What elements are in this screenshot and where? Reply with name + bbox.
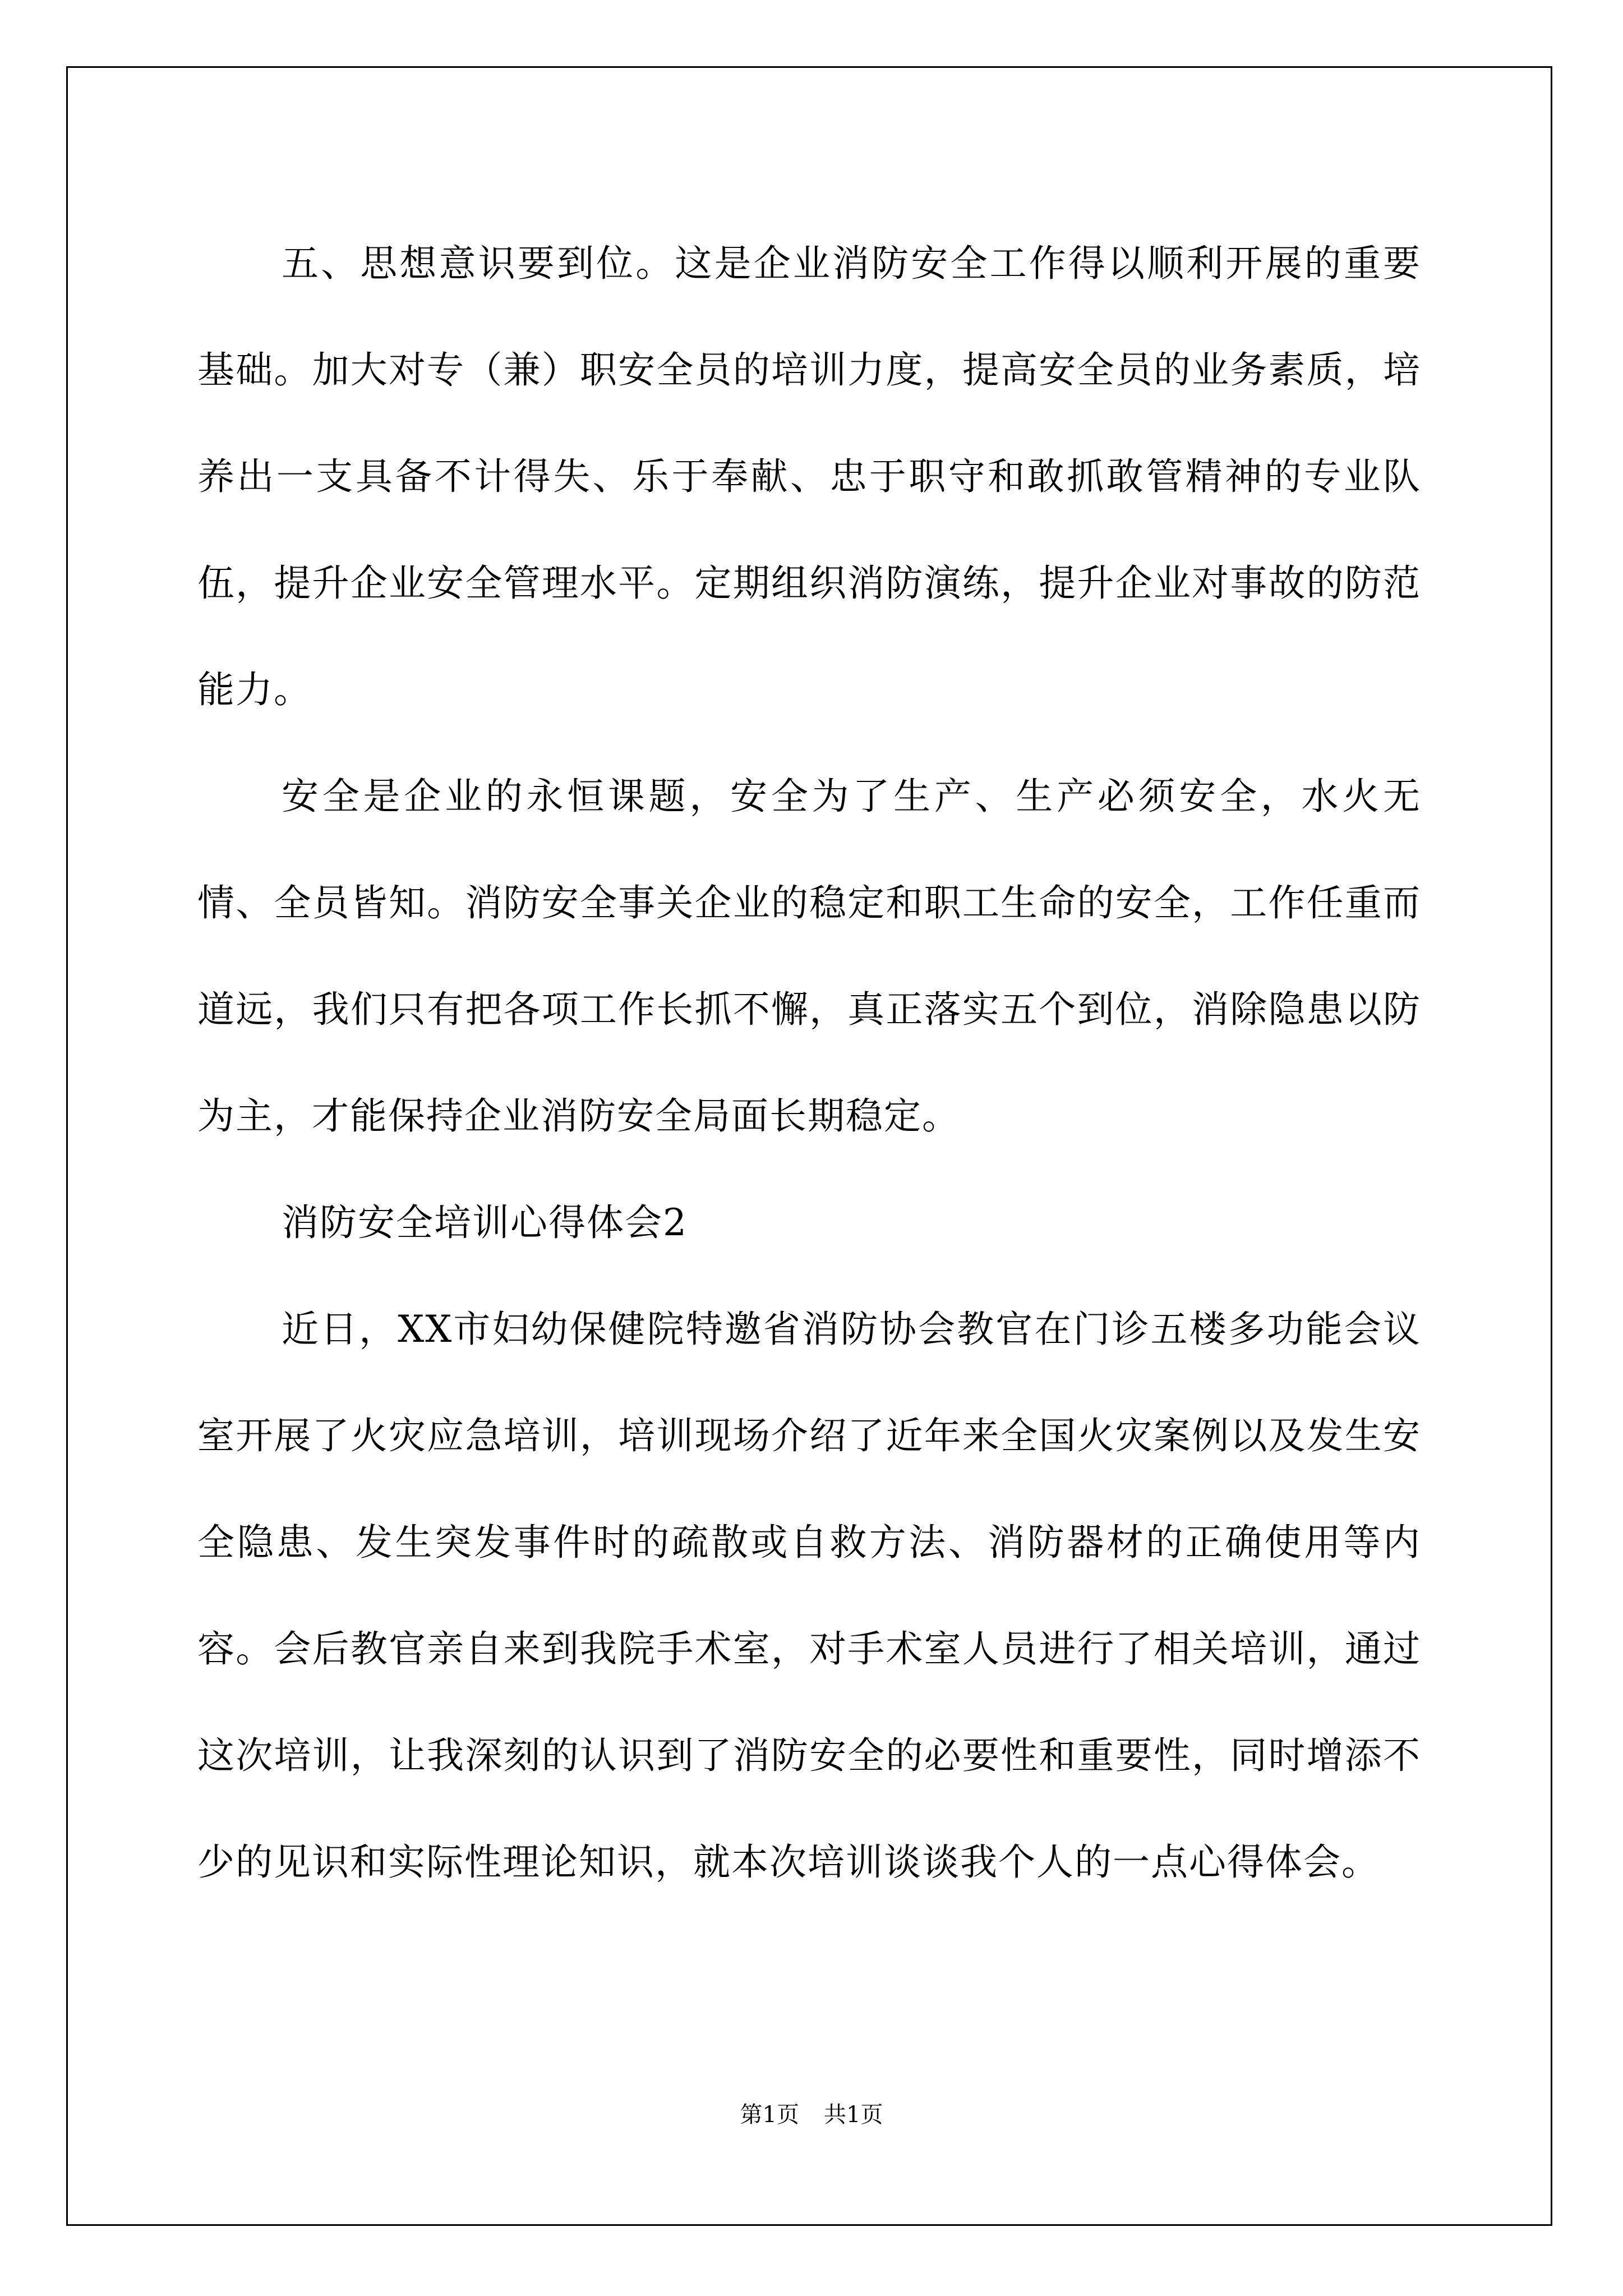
page-total: 共1页 <box>824 2102 883 2128</box>
paragraph-training-intro: 近日，XX市妇幼保健院特邀省消防协会教官在门诊五楼多功能会议室开展了火灾应急培训，培训现场介绍了近年来全国火灾案例以及发生安全隐患、发生突发事件时的疏散或自救方法、消防器材的正确使用等内容。会后教官亲自来到我院手术室，对手术室人员进行了相关培训，通过这次培训，让我深刻的认识到了消防安全的必要性和重要性，同时增添不少的见识和实际性理论知识，就本次培训谈谈我个人的一点心得体会。 <box>197 1308 1421 1884</box>
page-footer <box>0 2099 1623 2131</box>
page-number: 第1页 <box>740 2102 799 2128</box>
section-heading: 消防安全培训心得体会2 <box>282 1201 688 1244</box>
document-body <box>197 210 1421 1916</box>
paragraph-section-five: 五、思想意识要到位。这是企业消防安全工作得以顺利开展的重要基础。加大对专（兼）职安全员的培训力度，提高安全员的业务素质，培养出一支具备不计得失、乐于奉献、忠于职守和敢抓敢管精神的专业队伍，提升企业安全管理水平。定期组织消防演练，提升企业对事故的防范能力。 <box>197 242 1421 711</box>
paragraph-conclusion: 安全是企业的永恒课题，安全为了生产、生产必须安全，水火无情、全员皆知。消防安全事关企业的稳定和职工生命的安全，工作任重而道远，我们只有把各项工作长抓不懈，真正落实五个到位，消除隐患以防为主，才能保持企业消防安全局面长期稳定。 <box>197 775 1421 1138</box>
